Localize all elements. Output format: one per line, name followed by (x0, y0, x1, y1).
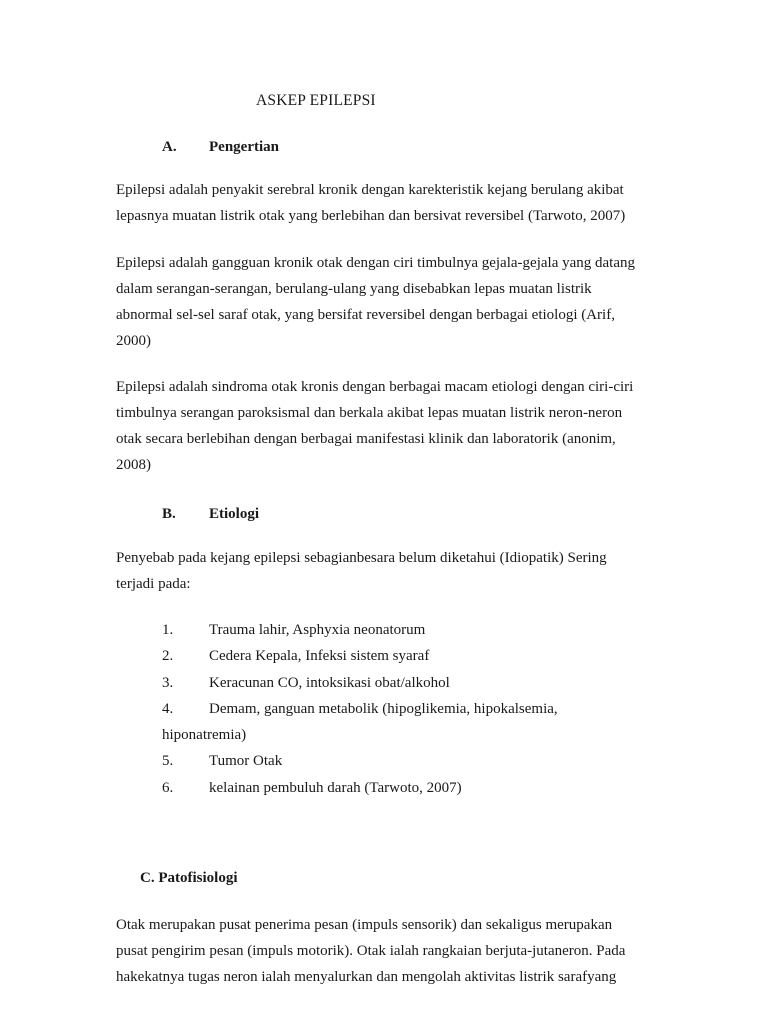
paragraph-definition-1 (116, 177, 664, 229)
paragraph-definition-3 (116, 374, 664, 478)
list-number: 1. (162, 622, 174, 638)
paragraph-line: terjadi pada: (116, 576, 191, 592)
paragraph-line: Epilepsi adalah penyakit serebral kronik dengan karekteristik kejang berulang akibat (116, 182, 624, 198)
paragraph-line: 2008) (116, 457, 151, 473)
list-text: Demam, ganguan metabolik (hipoglikemia, hipokalsemia, (209, 701, 558, 717)
paragraph-etiology-intro (116, 545, 664, 597)
paragraph-line: pusat pengirim pesan (impuls motorik). Otak ialah rangkaian berjuta-jutaneron. Pada (116, 943, 626, 959)
paragraph-line: abnormal sel-sel saraf otak, yang bersifat reversibel dengan berbagai etiologi (Arif, (116, 307, 615, 323)
section-b-letter: B. (162, 506, 176, 522)
paragraph-line: timbulnya serangan paroksismal dan berkala akibat lepas muatan listrik neron-neron (116, 405, 623, 421)
paragraph-line: hakekatnya tugas neron ialah menyalurkan dan mengolah aktivitas listrik sarafyang (116, 969, 617, 985)
paragraph-line: Otak merupakan pusat penerima pesan (impuls sensorik) dan sekaligus merupakan (116, 917, 613, 933)
section-b-title: Etiologi (209, 506, 260, 522)
list-number: 4. (162, 701, 174, 717)
paragraph-line: Epilepsi adalah sindroma otak kronis dengan berbagai macam etiologi dengan ciri-ciri (116, 379, 634, 395)
list-item-continuation: hiponatremia) (162, 727, 247, 743)
paragraph-line: otak secara berlebihan dengan berbagai manifestasi klinik dan laboratorik (anonim, (116, 431, 616, 447)
list-text: Cedera Kepala, Infeksi sistem syaraf (209, 648, 430, 664)
paragraph-definition-2 (116, 250, 664, 354)
list-number: 6. (162, 780, 174, 796)
list-text: Keracunan CO, intoksikasi obat/alkohol (209, 675, 450, 691)
list-number: 2. (162, 648, 174, 664)
list-text: kelainan pembuluh darah (Tarwoto, 2007) (209, 780, 462, 796)
section-a-letter: A. (162, 139, 177, 155)
list-number: 5. (162, 753, 174, 769)
paragraph-pathophysiology (116, 912, 664, 990)
section-c-heading: C. Patofisiologi (140, 870, 238, 886)
paragraph-line: dalam serangan-serangan, berulang-ulang yang disebabkan lepas muatan listrik (116, 281, 592, 297)
paragraph-line: Penyebab pada kejang epilepsi sebagianbesara belum diketahui (Idiopatik) Sering (116, 550, 607, 566)
section-a-title: Pengertian (209, 139, 279, 155)
paragraph-line: lepasnya muatan listrik otak yang berlebihan dan bersivat reversibel (Tarwoto, 2007) (116, 208, 626, 224)
list-text: Trauma lahir, Asphyxia neonatorum (209, 622, 426, 638)
paragraph-line: Epilepsi adalah gangguan kronik otak dengan ciri timbulnya gejala-gejala yang datang (116, 255, 635, 271)
list-text: Tumor Otak (209, 753, 283, 769)
document-title: ASKEP EPILEPSI (256, 92, 376, 109)
list-number: 3. (162, 675, 174, 691)
paragraph-line: 2000) (116, 333, 151, 349)
